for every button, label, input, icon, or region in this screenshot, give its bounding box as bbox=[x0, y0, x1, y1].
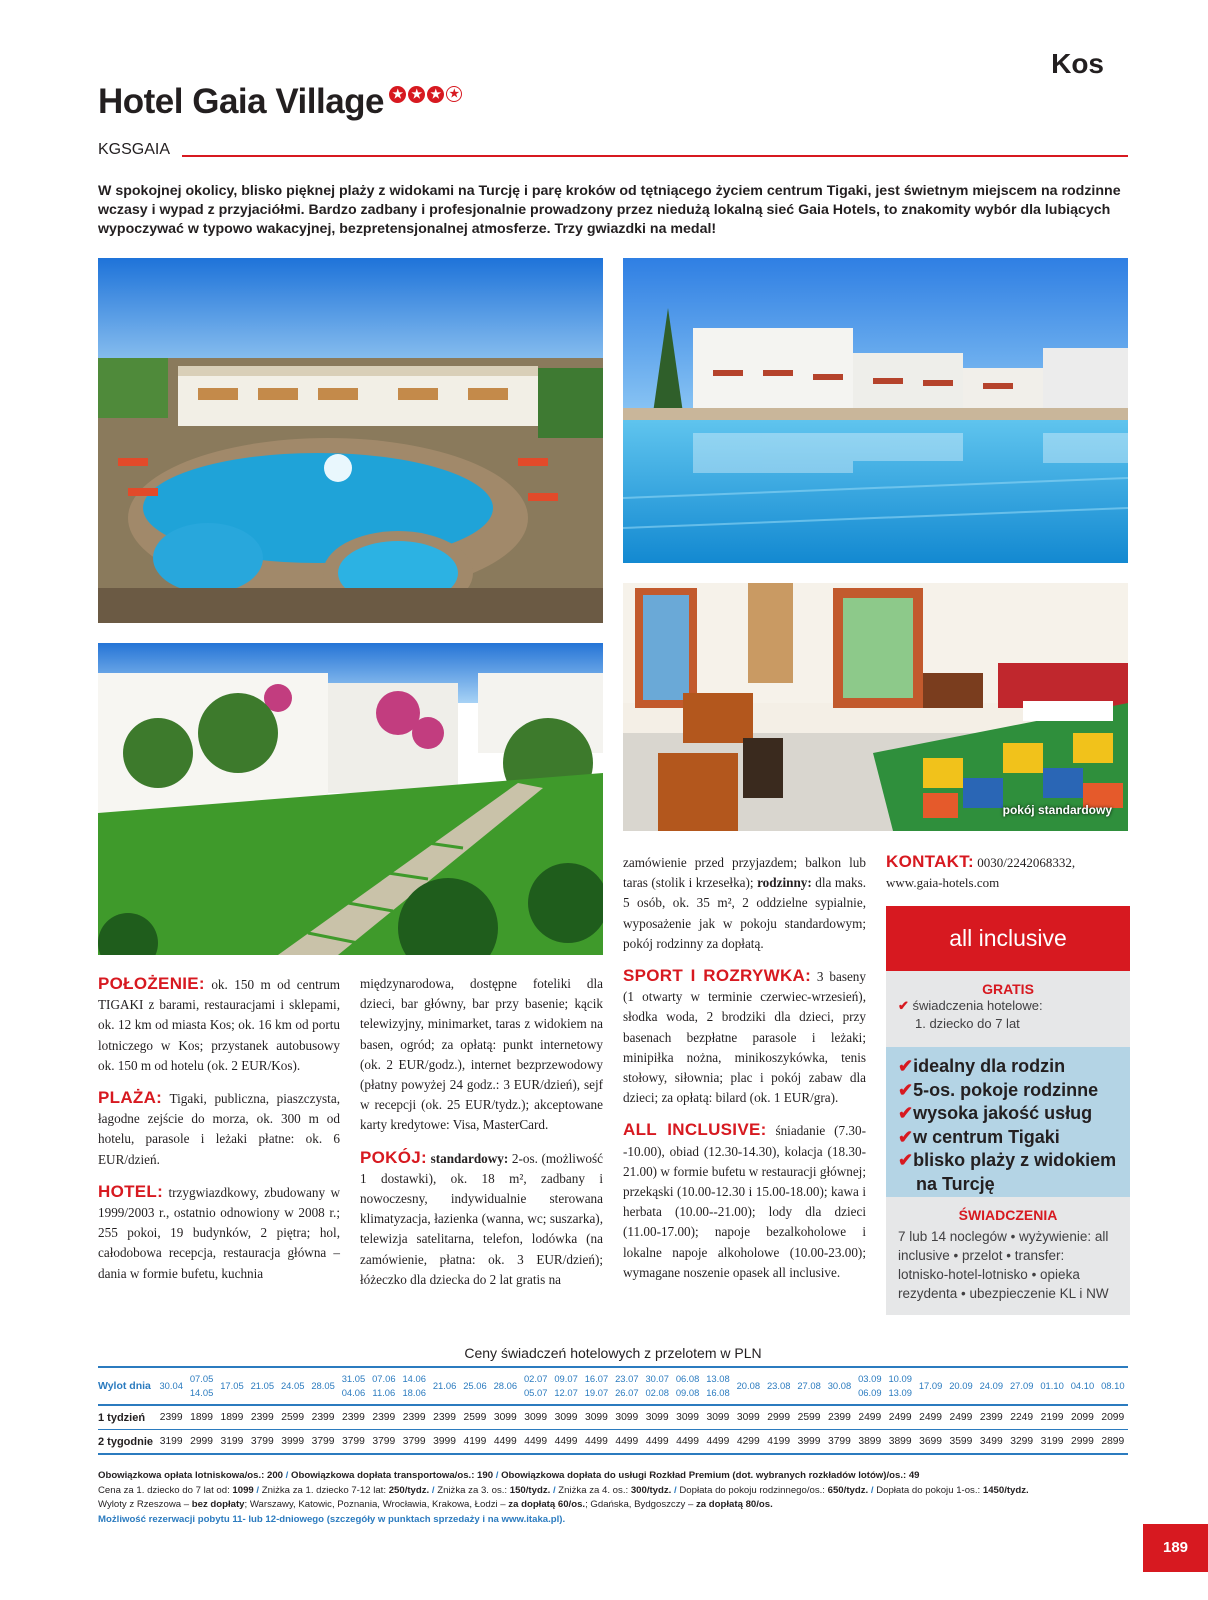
column-amenities-room bbox=[360, 974, 603, 1302]
row-label-2-weeks: 2 tygodnie bbox=[98, 1430, 156, 1455]
date-cell: 07.05 14.05 bbox=[186, 1367, 216, 1405]
date-cell: 08.10 bbox=[1098, 1367, 1128, 1405]
date-cell: 17.05 bbox=[217, 1367, 247, 1405]
price-cell: 2499 bbox=[855, 1405, 885, 1430]
check-icon: ✔ bbox=[898, 1079, 914, 1100]
text-all-inclusive: śniadanie (7.30--10.00), obiad (12.30-14.30), kolacja (18.30-21.00) w formie bufetu w restauracji głównej; przekąski (10.00-12.30 i 15.00-18.00); kawa i herbata (10.00--21.00); lody dla dzieci (11.00-17.00); napoje bezalkoholowe i lokalne napoje alkoholowe (10.00-23.00); wymagane noszenie opasek all inclusive. bbox=[623, 1123, 866, 1280]
paragraph-room-cont bbox=[623, 853, 866, 954]
price-cell: 3999 bbox=[429, 1430, 459, 1455]
check-icon: ✔ bbox=[898, 1150, 914, 1170]
footnote-line-4: Możliwość rezerwacji pobytu 11- lub 12-dniowego (szczegóły w punktach sprzedaży i na www.itaka.pl). bbox=[98, 1513, 566, 1525]
price-cell: 3099 bbox=[672, 1405, 702, 1430]
feature-item bbox=[898, 1149, 1130, 1173]
date-cell: 21.05 bbox=[247, 1367, 277, 1405]
date-cell: 30.08 bbox=[824, 1367, 854, 1405]
price-cell: 4499 bbox=[642, 1430, 672, 1455]
price-cell: 2099 bbox=[1098, 1405, 1128, 1430]
check-icon: ✔ bbox=[898, 1103, 914, 1123]
date-cell: 24.09 bbox=[976, 1367, 1006, 1405]
price-cell: 4499 bbox=[703, 1430, 733, 1455]
footnote-line-2 bbox=[98, 1484, 1128, 1499]
price-cell: 3899 bbox=[885, 1430, 915, 1455]
price-cell: 3799 bbox=[338, 1430, 368, 1455]
price-cell: 2499 bbox=[885, 1405, 915, 1430]
gratis-text-1: świadczenia hotelowe: bbox=[912, 998, 1043, 1013]
price-cell: 3099 bbox=[581, 1405, 611, 1430]
header-divider bbox=[182, 155, 1128, 157]
feature-text: na Turcję bbox=[916, 1173, 995, 1194]
date-cell: 20.08 bbox=[733, 1367, 763, 1405]
price-cell: 2399 bbox=[247, 1405, 277, 1430]
date-cell: 10.09 13.09 bbox=[885, 1367, 915, 1405]
price-cell: 2399 bbox=[308, 1405, 338, 1430]
paragraph-all-inclusive bbox=[623, 1120, 866, 1283]
heading-beach: PLAŻA: bbox=[98, 1088, 163, 1108]
price-cell: 2499 bbox=[946, 1405, 976, 1430]
footnote-family-room: 650/tydz. bbox=[827, 1484, 869, 1496]
price-cell: 4499 bbox=[551, 1430, 581, 1455]
price-row-2-weeks bbox=[98, 1430, 1128, 1455]
date-cell: 03.09 06.09 bbox=[855, 1367, 885, 1405]
check-icon: ✔ bbox=[898, 1126, 914, 1147]
feature-item bbox=[898, 1102, 1130, 1126]
text-sport: 3 baseny (1 otwarty w terminie czerwiec-wrzesień), słodka woda, 2 brodziki dla dzieci, przy basenach bezpłatne parasole i leżaki; minipiłka nożna, minikoszykówka, tenis stołowy, siłownia; plac i pokój zabaw dla dzieci; za opłatą: bilard (ok. 1 EUR/gra). bbox=[623, 969, 866, 1106]
date-cell: 25.06 bbox=[460, 1367, 490, 1405]
text-room: 2-os. (możliwość 1 dostawki), ok. 18 m², zadbany i nowoczesny, indywidualnie sterowana klimatyzacja, łazienka (wanna, wc; suszarka), telewizja satelitarna, telefon, lodówka (na zamówienie, płatna: ok. 3 EUR/dzień); łóżeczko dla dziecka do 2 lat gratis na bbox=[360, 1150, 603, 1287]
date-cell: 20.09 bbox=[946, 1367, 976, 1405]
price-cell: 2999 bbox=[1067, 1430, 1097, 1455]
footnote-4th-person: 300/tydz. bbox=[630, 1484, 672, 1496]
footnote-transport-fee: Obowiązkowa dopłata transportowa/os.: 190 bbox=[291, 1470, 494, 1481]
footnote-rzeszow-label: Wyloty z Rzeszowa – bbox=[98, 1499, 192, 1510]
price-cell: 2399 bbox=[369, 1405, 399, 1430]
separator-icon: / bbox=[256, 1484, 260, 1496]
star-icon: ★ bbox=[427, 86, 444, 103]
feature-item-continued bbox=[898, 1173, 1130, 1197]
feature-item bbox=[898, 1126, 1130, 1150]
date-cell: 17.09 bbox=[915, 1367, 945, 1405]
heading-location: POŁOŻENIE: bbox=[98, 974, 205, 993]
contact-website[interactable]: www.gaia-hotels.com bbox=[886, 875, 1000, 890]
heading-room: POKÓJ: bbox=[360, 1147, 427, 1167]
price-cell: 3199 bbox=[1037, 1430, 1067, 1455]
price-cell: 2249 bbox=[1007, 1405, 1037, 1430]
price-cell: 2599 bbox=[794, 1405, 824, 1430]
price-cell: 3799 bbox=[369, 1430, 399, 1455]
hotel-title bbox=[98, 82, 462, 122]
photo-pool-buildings bbox=[623, 258, 1128, 563]
price-cell: 4299 bbox=[733, 1430, 763, 1455]
price-cell: 3099 bbox=[733, 1405, 763, 1430]
feature-text: w centrum Tigaki bbox=[913, 1126, 1060, 1147]
footnote-cities: za dopłatą 60/os. bbox=[508, 1499, 586, 1510]
hotel-name: Hotel Gaia Village bbox=[98, 82, 385, 121]
price-cell: 3099 bbox=[612, 1405, 642, 1430]
footnote-child-discount: 250/tydz. bbox=[388, 1484, 430, 1496]
separator-icon: / bbox=[674, 1484, 677, 1496]
text-location: ok. 150 m od centrum TIGAKI z barami, restauracjami i sklepami, ok. 12 km od miasta Kos; ok. 16 km od portu lotniczego w Kos; przystanek autobusowy ok. 150 m od hotelu (ok. 2 EUR/Kos). bbox=[98, 977, 340, 1073]
date-cell: 16.07 19.07 bbox=[581, 1367, 611, 1405]
row-label-dates: Wylot dnia bbox=[98, 1367, 156, 1405]
footnote-line-1 bbox=[98, 1469, 1128, 1484]
text-family-room: dla maks. 5 osób, ok. 35 m², 2 oddzielne sypialnie, wyposażenie jak w pokoju standardowym; pokój rodzinny za dopłatą. bbox=[623, 875, 866, 951]
paragraph-hotel-cont: międzynarodowa, dostępne foteliki dla dzieci, bar główny, bar przy basenie; kącik telewizyjny, minimarket, taras z widokiem na basen, ogród; za opłatą: punkt internetowy (ok. 2 EUR/godz.), internet bezprzewodowy (płatny powyżej 24 godz.: 3 EUR/dzień), sejf w recepcji (ok. 25 EUR/tydz.); akceptowane karty kredytowe: Visa, MasterCard. bbox=[360, 976, 603, 1133]
all-inclusive-banner: all inclusive bbox=[886, 906, 1130, 971]
price-cell: 1899 bbox=[186, 1405, 216, 1430]
star-rating bbox=[389, 86, 462, 103]
price-cell: 3199 bbox=[217, 1430, 247, 1455]
heading-sport: SPORT I ROZRYWKA: bbox=[623, 966, 812, 986]
photo-garden bbox=[98, 643, 603, 955]
price-cell: 3899 bbox=[855, 1430, 885, 1455]
footnote-single-room-label: Dopłata do pokoju 1-os.: bbox=[876, 1484, 983, 1496]
date-cell: 01.10 bbox=[1037, 1367, 1067, 1405]
intro-text: W spokojnej okolicy, blisko pięknej plaży z widokami na Turcję i parę kroków od tętniącego życiem centrum Tigaki, jest świetnym miejscem na rodzinne wczasy i wypad z przyjaciółmi. Bardzo zadbany i profesjonalnie prowadzony przez niedużą lokalną sieć Gaia Hotels, to znakomity wybór dla lubiących wypoczywać w typowo wakacyjnej, bezpretensjonalnej atmosferze. Trzy gwiazdki na medal! bbox=[98, 183, 1121, 237]
footnote-child-price: 1099 bbox=[232, 1484, 254, 1496]
price-cell: 2999 bbox=[186, 1430, 216, 1455]
price-cell: 4199 bbox=[764, 1430, 794, 1455]
price-table-title: Ceny świadczeń hotelowych z przelotem w PLN bbox=[464, 1345, 762, 1361]
heading-hotel: HOTEL: bbox=[98, 1181, 164, 1201]
date-cell: 07.06 11.06 bbox=[369, 1367, 399, 1405]
price-cell: 3099 bbox=[490, 1405, 520, 1430]
paragraph-location bbox=[98, 974, 340, 1076]
price-cell: 4499 bbox=[672, 1430, 702, 1455]
room-photo-caption: pokój standardowy bbox=[1002, 803, 1112, 817]
date-cell: 13.08 16.08 bbox=[703, 1367, 733, 1405]
separator-icon: / bbox=[870, 1484, 874, 1496]
price-cell: 2099 bbox=[1067, 1405, 1097, 1430]
column-room-sport-allinclusive bbox=[623, 853, 866, 1295]
date-cell: 04.10 bbox=[1067, 1367, 1097, 1405]
feature-item bbox=[898, 1079, 1130, 1103]
included-services-box bbox=[886, 1197, 1130, 1315]
text-hotel: trzygwiazdkowy, zbudowany w 1999/2003 r., ostatnio odnowiony w 2008 r.; 255 pokoi, 19 budynków, 2 piętra; hol, całodobowa recepcja, restauracja główna – dania w formie bufetu, kuchnia bbox=[98, 1184, 340, 1281]
date-cell: 14.06 18.06 bbox=[399, 1367, 429, 1405]
text-room-cont: zamówienie przed przyjazdem; balkon lub taras (stolik i krzesełka); bbox=[623, 855, 866, 891]
price-cell: 3199 bbox=[156, 1430, 186, 1455]
price-cell: 3299 bbox=[1007, 1430, 1037, 1455]
gratis-title: GRATIS bbox=[982, 981, 1034, 997]
date-cell: 27.08 bbox=[794, 1367, 824, 1405]
footnote-4th-person-label: Zniżka za 4. os.: bbox=[558, 1484, 631, 1496]
date-cell: 23.07 26.07 bbox=[612, 1367, 642, 1405]
price-cell: 4499 bbox=[612, 1430, 642, 1455]
price-cell: 3499 bbox=[976, 1430, 1006, 1455]
price-cell: 2499 bbox=[915, 1405, 945, 1430]
price-cell: 2399 bbox=[824, 1405, 854, 1430]
contact-label: KONTAKT: bbox=[886, 852, 975, 871]
date-cell: 23.08 bbox=[764, 1367, 794, 1405]
hotel-code: KGSGAIA bbox=[98, 141, 171, 158]
star-icon: ★ bbox=[408, 86, 425, 103]
price-cell: 4499 bbox=[521, 1430, 551, 1455]
price-cell: 3699 bbox=[915, 1430, 945, 1455]
price-cell: 4499 bbox=[581, 1430, 611, 1455]
label-room-standard: standardowy: bbox=[426, 1150, 509, 1166]
footnote-airport-fee: Obowiązkowa opłata lotniskowa/os.: 200 bbox=[98, 1470, 283, 1481]
date-cell: 27.09 bbox=[1007, 1367, 1037, 1405]
paragraph-sport bbox=[623, 966, 866, 1108]
price-cell: 3099 bbox=[703, 1405, 733, 1430]
price-cell: 2399 bbox=[156, 1405, 186, 1430]
date-cell: 24.05 bbox=[278, 1367, 308, 1405]
row-label-1-week: 1 tydzień bbox=[98, 1405, 156, 1430]
heading-all-inclusive: ALL INCLUSIVE: bbox=[623, 1120, 767, 1140]
gratis-line-2: 1. dziecko do 7 lat bbox=[915, 1016, 1020, 1031]
footnote-rzeszow: bez dopłaty bbox=[191, 1499, 245, 1510]
text-beach: Tigaki, publiczna, piaszczysta, łagodne zejście do morza, ok. 300 m od hotelu, parasole i leżaki płatne: ok. 6 EUR/dzień. bbox=[98, 1091, 340, 1167]
price-cell: 2399 bbox=[338, 1405, 368, 1430]
star-icon: ★ bbox=[389, 86, 406, 103]
date-cell: 21.06 bbox=[429, 1367, 459, 1405]
date-cell: 30.07 02.08 bbox=[642, 1367, 672, 1405]
included-services-text: 7 lub 14 noclegów • wyżywienie: all inclusive • przelot • transfer: lotnisko-hotel-lotnisko • opieka rezydenta • ubezpieczenie KL i NW bbox=[898, 1229, 1109, 1301]
price-cell: 1899 bbox=[217, 1405, 247, 1430]
price-row-dates bbox=[98, 1367, 1128, 1405]
paragraph-hotel bbox=[98, 1182, 340, 1284]
price-cell: 3799 bbox=[308, 1430, 338, 1455]
footnote-gdansk: za dopłatą 80/os. bbox=[696, 1499, 773, 1510]
footnote-single-room: 1450/tydz. bbox=[982, 1484, 1029, 1496]
price-cell: 3099 bbox=[551, 1405, 581, 1430]
price-cell: 3999 bbox=[794, 1430, 824, 1455]
footnote-3rd-person-label: Zniżka za 3. os.: bbox=[437, 1484, 510, 1496]
price-cell: 3999 bbox=[278, 1430, 308, 1455]
features-box bbox=[886, 1047, 1130, 1197]
separator-icon: / bbox=[552, 1484, 556, 1496]
price-cell: 2999 bbox=[764, 1405, 794, 1430]
price-cell: 4199 bbox=[460, 1430, 490, 1455]
check-icon: ✔ bbox=[898, 1056, 914, 1076]
price-cell: 2899 bbox=[1098, 1430, 1128, 1455]
price-row-1-week bbox=[98, 1405, 1128, 1430]
separator-icon: / bbox=[495, 1470, 499, 1481]
photo-standard-room bbox=[623, 583, 1128, 831]
date-cell: 30.04 bbox=[156, 1367, 186, 1405]
date-cell: 31.05 04.06 bbox=[338, 1367, 368, 1405]
price-footnotes bbox=[98, 1469, 1128, 1527]
price-cell: 3799 bbox=[247, 1430, 277, 1455]
price-cell: 2399 bbox=[399, 1405, 429, 1430]
star-outline-icon: ★ bbox=[446, 86, 462, 102]
footnote-line-3 bbox=[98, 1498, 1128, 1513]
feature-text: 5-os. pokoje rodzinne bbox=[913, 1079, 1099, 1100]
date-cell: 06.08 09.08 bbox=[672, 1367, 702, 1405]
price-cell: 3099 bbox=[642, 1405, 672, 1430]
paragraph-beach bbox=[98, 1088, 340, 1170]
contact-phone: 0030/2242068332, bbox=[974, 855, 1076, 870]
footnote-cities-label: ; Warszawy, Katowic, Poznania, Wrocławia, Krakowa, Łodzi – bbox=[244, 1499, 509, 1510]
price-table bbox=[98, 1366, 1128, 1455]
price-cell: 3099 bbox=[521, 1405, 551, 1430]
feature-text: wysoka jakość usług bbox=[913, 1103, 1093, 1123]
feature-text: idealny dla rodzin bbox=[913, 1056, 1066, 1076]
island-name: Kos bbox=[1051, 48, 1104, 79]
feature-item bbox=[898, 1055, 1130, 1079]
footnote-3rd-person: 150/tydz. bbox=[509, 1484, 551, 1496]
price-cell: 2199 bbox=[1037, 1405, 1067, 1430]
included-services-title: ŚWIADCZENIA bbox=[958, 1207, 1058, 1223]
photo-aerial-pool bbox=[98, 258, 603, 623]
date-cell: 28.05 bbox=[308, 1367, 338, 1405]
price-cell: 3799 bbox=[399, 1430, 429, 1455]
footnote-child-price-label: Cena za 1. dziecko do 7 lat od: bbox=[98, 1484, 233, 1496]
contact-info bbox=[886, 852, 1130, 893]
price-cell: 2399 bbox=[976, 1405, 1006, 1430]
separator-icon: / bbox=[285, 1470, 289, 1481]
price-cell: 4499 bbox=[490, 1430, 520, 1455]
feature-text: blisko plaży z widokiem bbox=[913, 1150, 1117, 1170]
footnote-family-room-label: Dopłata do pokoju rodzinnego/os.: bbox=[679, 1484, 828, 1496]
price-cell: 3599 bbox=[946, 1430, 976, 1455]
check-icon: ✔ bbox=[898, 998, 909, 1013]
price-cell: 2599 bbox=[460, 1405, 490, 1430]
price-cell: 2399 bbox=[429, 1405, 459, 1430]
gratis-box bbox=[886, 971, 1130, 1047]
label-family-room: rodzinny: bbox=[753, 875, 812, 891]
gratis-line-1 bbox=[886, 997, 1130, 1015]
date-cell: 28.06 bbox=[490, 1367, 520, 1405]
footnote-child-discount-label: Zniżka za 1. dziecko 7-12 lat: bbox=[261, 1484, 389, 1496]
price-cell: 2599 bbox=[278, 1405, 308, 1430]
footnote-gdansk-label: ; Gdańska, Bydgoszczy – bbox=[585, 1499, 696, 1510]
date-cell: 09.07 12.07 bbox=[551, 1367, 581, 1405]
price-cell: 3799 bbox=[824, 1430, 854, 1455]
date-cell: 02.07 05.07 bbox=[521, 1367, 551, 1405]
footnote-premium-fee: Obowiązkowa dopłata do usługi Rozkład Premium (dot. wybranych rozkładów lotów)/os.: 49 bbox=[501, 1470, 920, 1481]
separator-icon: / bbox=[431, 1484, 435, 1496]
paragraph-room bbox=[360, 1148, 603, 1290]
page-number: 189 bbox=[1143, 1524, 1208, 1572]
column-location-beach-hotel bbox=[98, 974, 340, 1296]
